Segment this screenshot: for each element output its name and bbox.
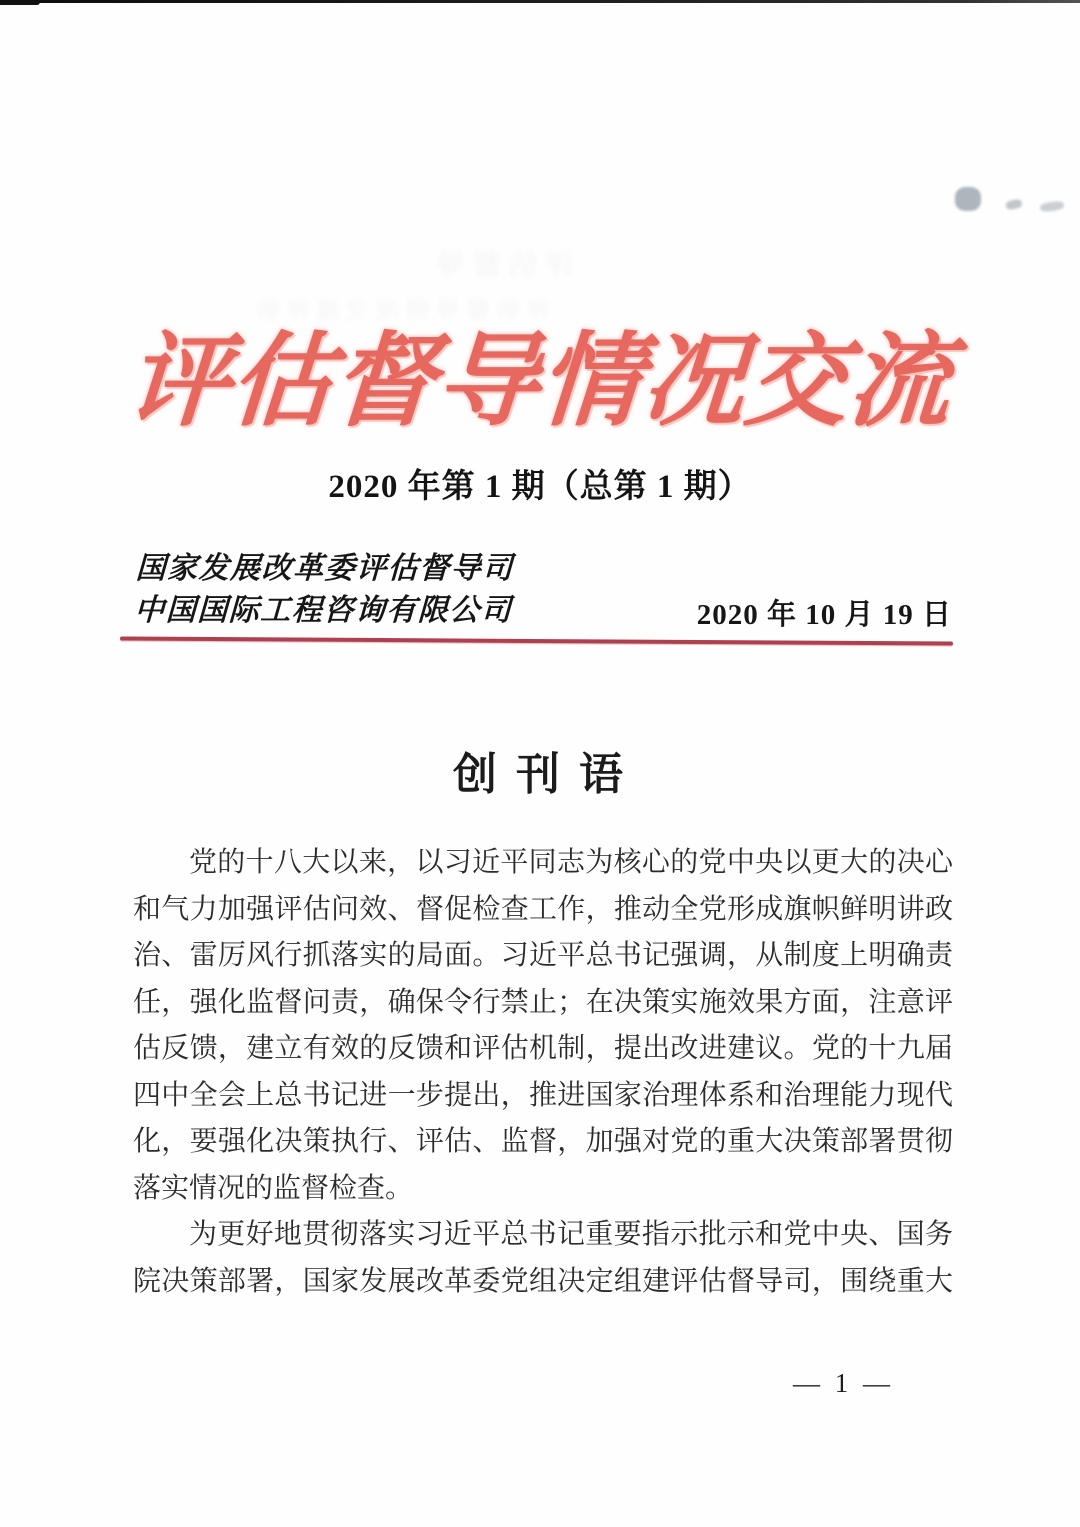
body-line: 落实情况的监督检查。 (133, 1172, 414, 1204)
org-block (134, 548, 515, 632)
red-divider-rule (120, 636, 953, 645)
body-line: 估反馈，建立有效的反馈和评估机制，提出改进建议。党的十九届 (133, 1033, 953, 1064)
bleed-through-ghost: 评估督导 (430, 249, 574, 282)
publication-date: 2020 年 10 月 19 日 (696, 599, 952, 631)
body-line: 党的十八大以来，以习近平同志为核心的党中央以更大的决心 (189, 847, 953, 878)
body-line: 化，要强化决策执行、评估、监督，加强对党的重大决策部署贯彻 (133, 1126, 953, 1157)
bleed-through-ghost: 评估督导情况交流评估 (250, 298, 550, 324)
org-name-1: 国家发展改革委评估督导司 (135, 552, 515, 585)
body-line: 院决策部署，国家发展改革委党组决定组建评估督导司，围绕重大 (133, 1265, 953, 1297)
body-paragraphs (133, 840, 953, 1305)
scan-smudge (1039, 200, 1064, 212)
issue-line: 2020 年第 1 期（总第 1 期） (328, 469, 752, 505)
body-line: 四中全会上总书记进一步提出，推进国家治理体系和治理能力现代 (133, 1079, 953, 1111)
page-number: — 1 — (793, 1368, 894, 1398)
body-line: 和气力加强评估问效、督促检查工作，推动全党形成旗帜鲜明讲政 (133, 893, 953, 925)
scan-top-edge (0, 0, 1080, 3)
body-line: 任，强化监督问责，确保令行禁止；在决策实施效果方面，注意评 (133, 986, 953, 1018)
masthead-title: 评估督导情况交流 (123, 326, 956, 439)
body-line: 为更好地贯彻落实习近平总书记重要指示批示和党中央、国务 (189, 1219, 953, 1250)
scan-smudge (1005, 198, 1023, 210)
scan-smudge (955, 187, 981, 211)
org-name-2: 中国国际工程咨询有限公司 (133, 594, 513, 627)
section-title: 创 刊 语 (453, 750, 627, 799)
body-line: 治、雷厉风行抓落实的局面。习近平总书记强调，从制度上明确责 (133, 940, 953, 971)
